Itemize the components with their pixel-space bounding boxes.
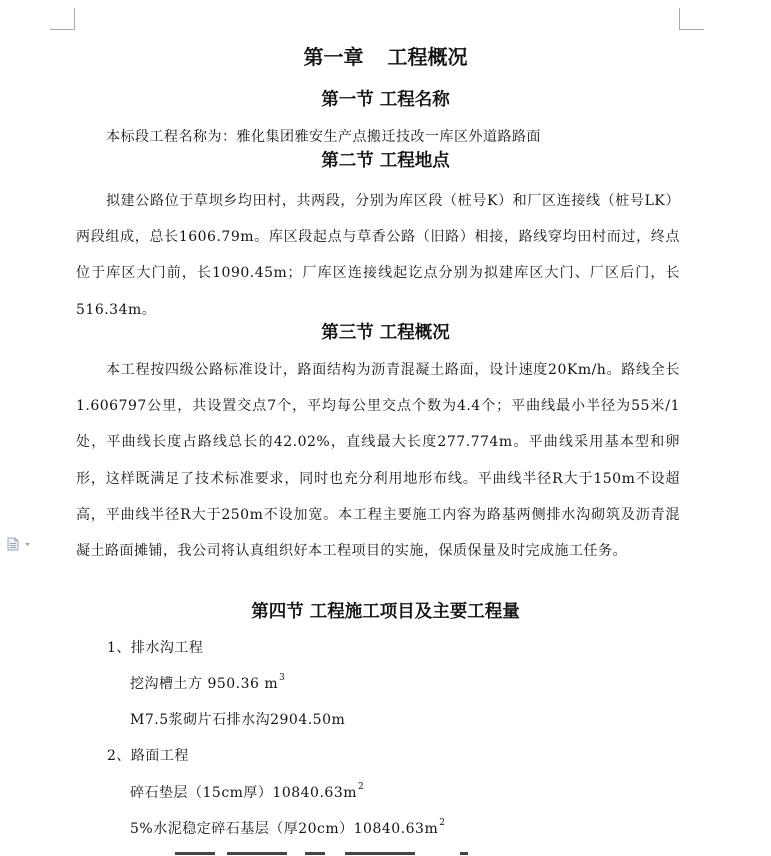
chapter-title bbox=[0, 42, 771, 72]
chapter-number: 第一章 bbox=[303, 45, 364, 69]
project-name-paragraph: 本标段工程名称为：雅化集团雅安生产点搬迁技改一库区外道路路面 bbox=[106, 129, 541, 145]
page-corner-mark-top-left bbox=[50, 8, 75, 30]
project-overview-paragraph: 本工程按四级公路标准设计，路面结构为沥青混凝土路面，设计速度20Km/h。路线全长1.606797公里，共设置交点7个，平均每公里交点个数为4.4个；平曲线最小半径为55米/1处，平曲线长度占路线总长的42.02%，直线最大长度277.774m。平曲线采用基本型和卵形，这样既满足了技术标准要求，同时也充分利用地形布线。平曲线半径R大于150m不设超高，平曲线半径R大于250m不设加宽。本工程主要施工内容为路基两侧排水沟砌筑及沥青混凝土路面摊铺，我公司将认真组织好本工程项目的实施，保质保量及时完成施工任务。 bbox=[76, 362, 680, 560]
page-corner-mark-top-right bbox=[679, 8, 704, 30]
project-location-paragraph: 拟建公路位于草坝乡均田村，共两段，分别为库区段（桩号K）和厂区连接线（桩号LK）两段组成，总长1606.79m。库区段起点与草香公路（旧路）相接，路线穿均田村而过，终点位于库区大门前，长1090.45m；厂库区连接线起讫点分别为拟建库区大门、厂区后门，长516.34m。 bbox=[76, 193, 680, 318]
unit-exponent: 2 bbox=[358, 782, 365, 792]
quantity-line-trench-excavation bbox=[130, 672, 285, 696]
cropped-next-line bbox=[175, 850, 475, 856]
list-item-pavement-works: 2、路面工程 bbox=[107, 748, 189, 764]
document-options-icon[interactable] bbox=[6, 536, 34, 550]
section-heading-project-name: 第一节 工程名称 bbox=[321, 90, 450, 110]
list-item-drainage-ditch-works: 1、排水沟工程 bbox=[107, 640, 204, 656]
quantity-line-masonry-drainage-ditch: M7.5浆砌片石排水沟2904.50m bbox=[130, 712, 346, 728]
chapter-name: 工程概况 bbox=[387, 45, 468, 69]
quantity-line-cement-stabilized-base bbox=[130, 817, 445, 841]
section-heading-project-location: 第二节 工程地点 bbox=[321, 151, 450, 171]
section-heading-work-items-quantities: 第四节 工程施工项目及主要工程量 bbox=[251, 602, 520, 622]
unit-exponent: 3 bbox=[279, 673, 286, 683]
quantity-text: 5%水泥稳定碎石基层（厚20cm）10840.63m bbox=[130, 821, 439, 837]
section-heading-project-overview: 第三节 工程概况 bbox=[321, 323, 450, 343]
unit-exponent: 2 bbox=[439, 818, 446, 828]
quantity-text: 挖沟槽土方 950.36 m bbox=[130, 676, 279, 692]
quantity-line-gravel-cushion bbox=[130, 781, 364, 805]
quantity-text: 碎石垫层（15cm厚）10840.63m bbox=[130, 785, 358, 801]
